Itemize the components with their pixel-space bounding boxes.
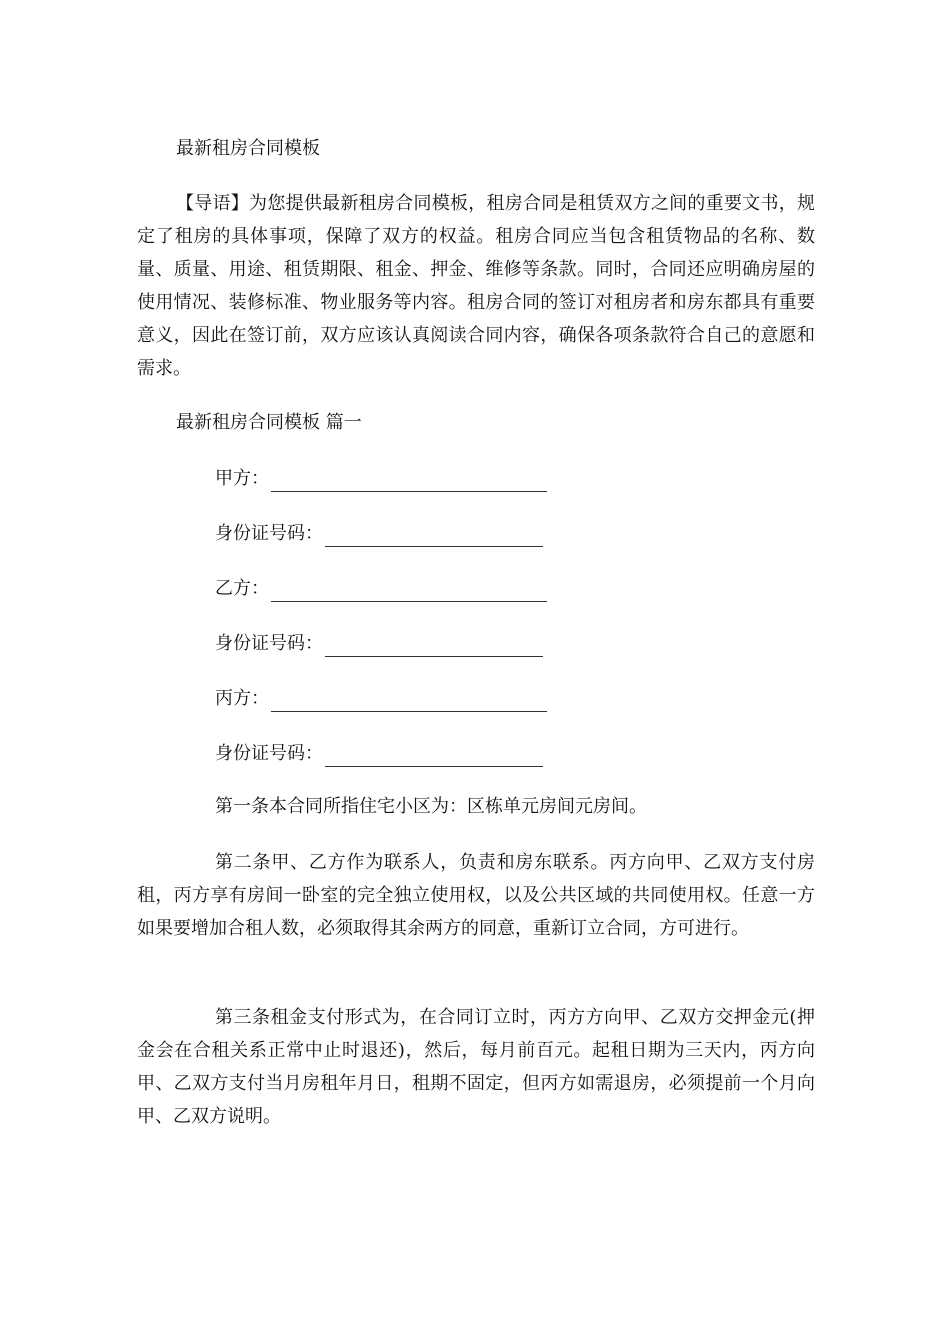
party-a-blank-line: [271, 473, 547, 492]
party-c-blank-line: [271, 693, 547, 712]
party-c-label: 丙方：: [215, 688, 269, 709]
party-c-id-blank-line: [325, 748, 543, 767]
party-a-id-blank-line: [325, 528, 543, 547]
section-heading: 最新租房合同模板 篇一: [176, 412, 362, 433]
party-a-id-label: 身份证号码：: [215, 523, 323, 544]
party-b-field: [215, 576, 547, 602]
party-c-field: [215, 686, 547, 712]
party-c-id-field: [215, 741, 543, 767]
document-title: 最新租房合同模板: [176, 138, 320, 159]
party-a-field: [215, 466, 547, 492]
party-b-label: 乙方：: [215, 578, 269, 599]
party-c-id-label: 身份证号码：: [215, 743, 323, 764]
article-3: 第三条租金支付形式为，在合同订立时，丙方方向甲、乙双方交押金元(押金会在合租关系正常中止时退还)，然后，每月前百元。起租日期为三天内，丙方向甲、乙双方支付当月房租年月日，租期不固定，但丙方如需退房，必须提前一个月向甲、乙双方说明。: [137, 1007, 815, 1127]
party-a-id-field: [215, 521, 543, 547]
party-b-id-field: [215, 631, 543, 657]
party-b-id-blank-line: [325, 638, 543, 657]
article-1: 第一条本合同所指住宅小区为：区栋单元房间元房间。: [215, 796, 647, 817]
party-b-id-label: 身份证号码：: [215, 633, 323, 654]
intro-paragraph: 【导语】为您提供最新租房合同模板，租房合同是租赁双方之间的重要文书，规定了租房的具体事项，保障了双方的权益。租房合同应当包含租赁物品的名称、数量、质量、用途、租赁期限、租金、押金、维修等条款。同时，合同还应明确房屋的使用情况、装修标准、物业服务等内容。租房合同的签订对租房者和房东都具有重要意义，因此在签订前，双方应该认真阅读合同内容，确保各项条款符合自己的意愿和需求。: [137, 193, 815, 379]
article-2: 第二条甲、乙方作为联系人，负责和房东联系。丙方向甲、乙双方支付房租，丙方享有房间一卧室的完全独立使用权，以及公共区域的共同使用权。任意一方如果要增加合租人数，必须取得其余两方的同意，重新订立合同，方可进行。: [137, 852, 815, 939]
party-b-blank-line: [271, 583, 547, 602]
party-a-label: 甲方：: [215, 468, 269, 489]
